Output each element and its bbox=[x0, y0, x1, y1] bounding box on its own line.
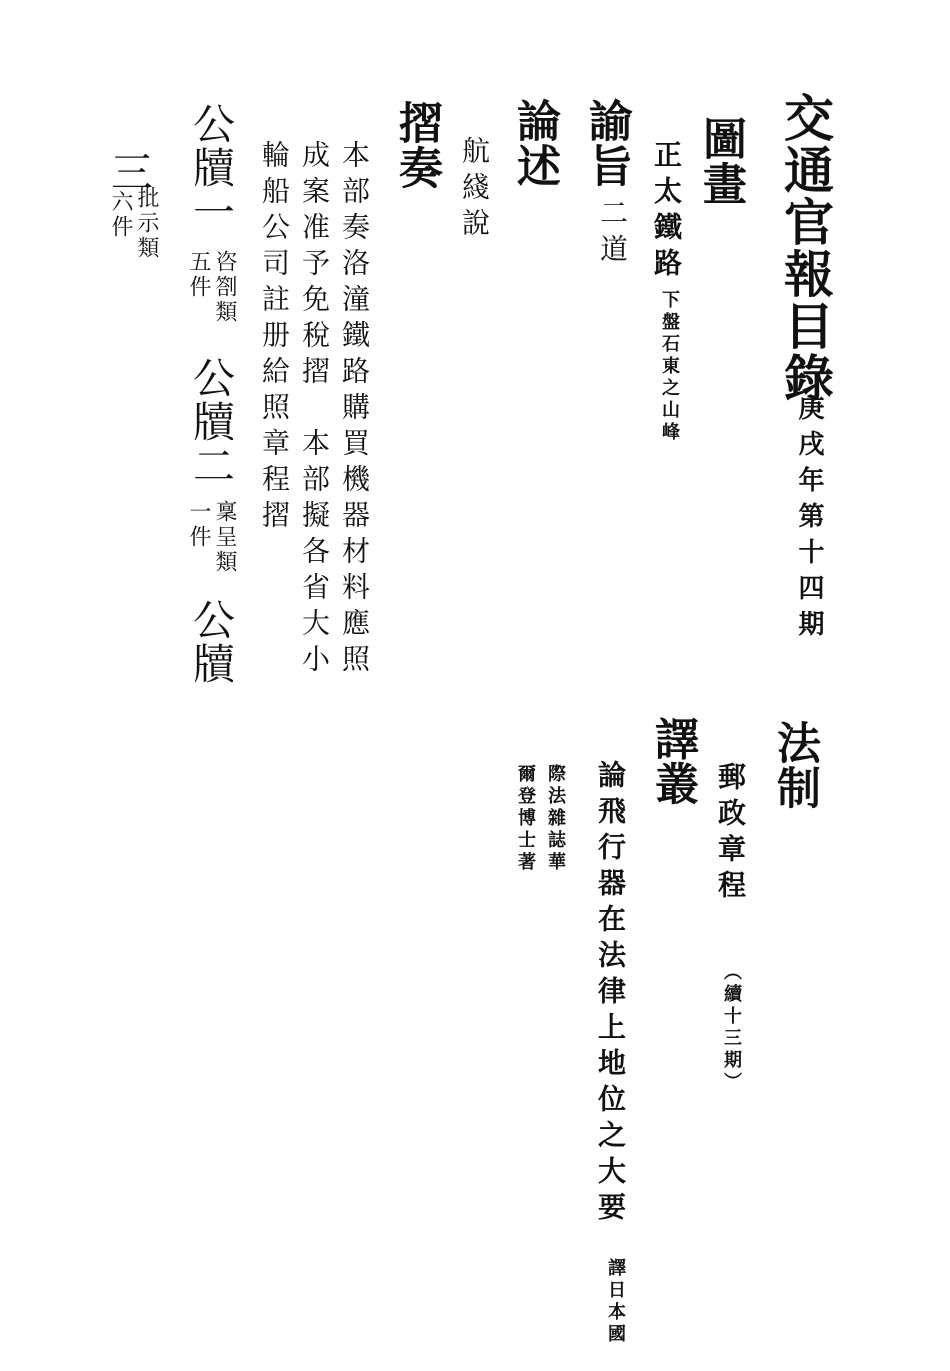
journal-title: 交通官報目錄 bbox=[776, 92, 835, 404]
section-heading-fazhi: 法制 bbox=[769, 720, 820, 810]
section-item-fazhi: 郵政章程 bbox=[714, 762, 747, 906]
zhezou-line-1: 本部奏洛潼鐵路購買機器材料應照 bbox=[338, 140, 371, 680]
section-note-yuzhi: 二道 bbox=[596, 198, 629, 270]
gongdu4-note: 批示類 bbox=[134, 186, 159, 261]
yicong-source-1: 際法雜誌華 bbox=[545, 764, 566, 874]
gongdu2-count: 一件 bbox=[186, 500, 211, 550]
gongdu1-note: 咨劄類 bbox=[212, 250, 237, 325]
yicong-source-2: 爾登博士著 bbox=[515, 764, 536, 874]
section-item-tuhua-small: 下盤石東之山峰 bbox=[659, 290, 680, 444]
zhezou-line-2: 成案准予免稅摺 本部擬各省大小 bbox=[298, 140, 331, 680]
issue-number: 庚戌年第十四期 bbox=[794, 394, 824, 646]
section-heading-tuhua: 圖畫 bbox=[695, 116, 746, 206]
yicong-translator: 譯日本國 bbox=[605, 1258, 626, 1346]
section-item-lunshu: 航綫說 bbox=[458, 136, 491, 244]
section-heading-gongdu1: 公牘一 bbox=[187, 102, 236, 234]
section-heading-yuzhi: 諭旨 bbox=[581, 98, 632, 188]
section-note-fazhi: （續十三期） bbox=[721, 962, 742, 1094]
section-item-yicong: 論飛行器在法律上地位之大要 bbox=[594, 760, 627, 1228]
gongdu2-note: 稟呈類 bbox=[212, 500, 237, 575]
section-heading-gongdu2: 公牘二 bbox=[187, 356, 236, 488]
section-heading-gongdu4: 三 bbox=[105, 150, 154, 194]
zhezou-line-3: 輪船公司註册給照章程摺 bbox=[258, 140, 291, 536]
section-heading-yicong: 譯叢 bbox=[647, 716, 698, 806]
section-item-tuhua: 正太鐵路 bbox=[650, 140, 683, 284]
section-heading-lunshu: 論述 bbox=[509, 98, 560, 188]
gongdu4-count: 六件 bbox=[108, 190, 133, 240]
section-heading-zhezou: 摺奏 bbox=[391, 100, 442, 190]
section-heading-gongdu3: 公牘 bbox=[187, 598, 236, 686]
gongdu1-count: 五件 bbox=[186, 250, 211, 300]
